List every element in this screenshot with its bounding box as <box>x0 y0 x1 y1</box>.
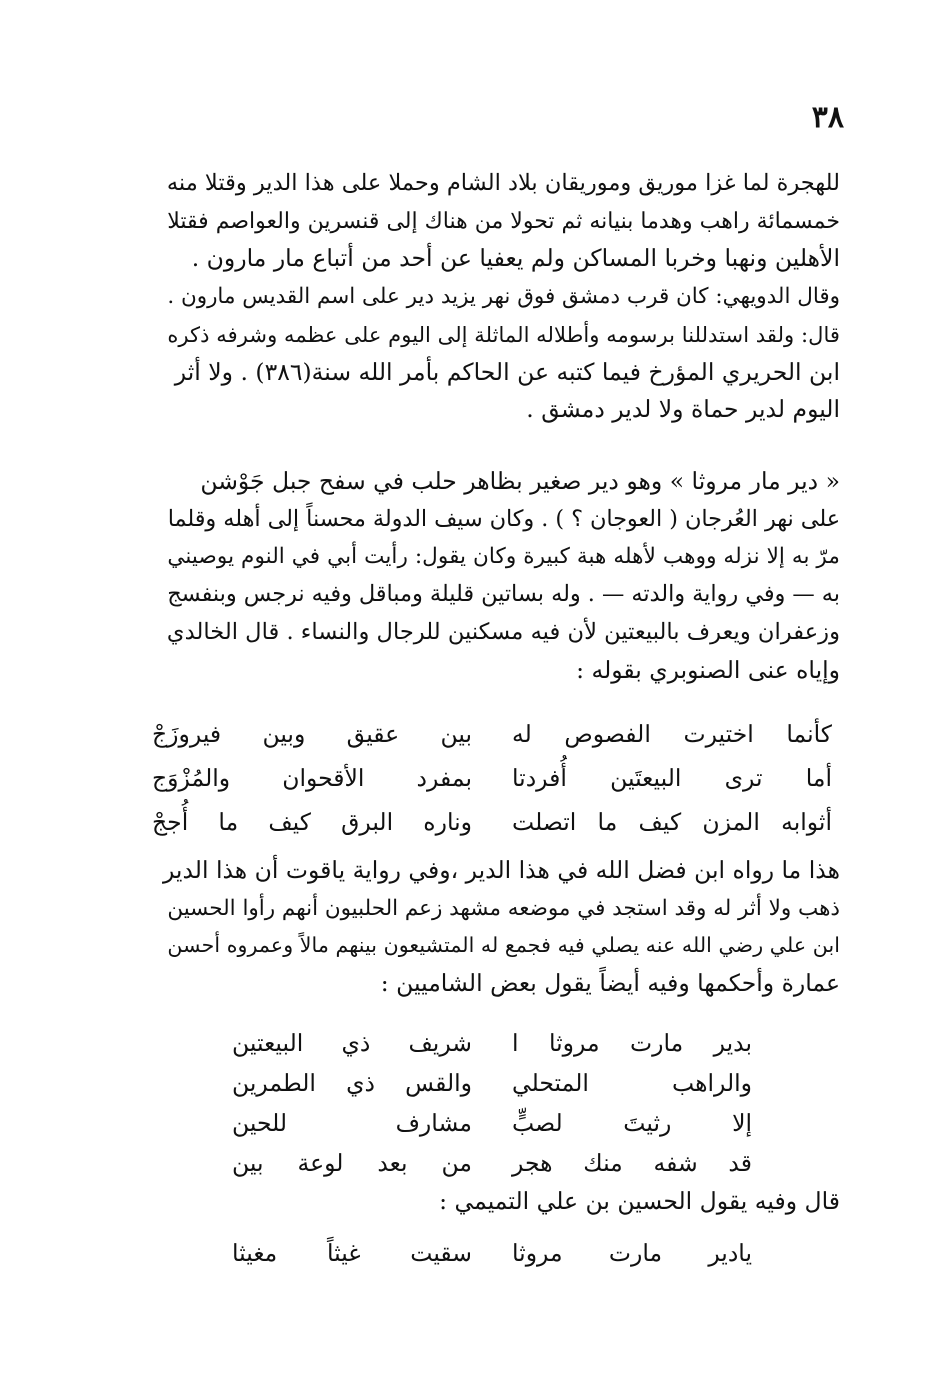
text-line: مرّ به إلا نزله ووهب لأهله هبة كبيرة وكان يقول: رأيت أبي في النوم يوصيني <box>167 544 840 570</box>
text-line: هذا ما رواه ابن فضل الله في هذا الدير ،وفي رواية ياقوت أن هذا الدير <box>162 856 840 884</box>
verse-line <box>232 1103 752 1143</box>
verse-first-hemistich: أما ترى البيعتَين أُفردتا <box>512 764 832 792</box>
text-line: وزعفران ويعرف بالبيعتين لأن فيه مسكنين للرجال والنساء . قال الخالدي <box>166 618 840 645</box>
page-number: ٣٨ <box>811 100 844 135</box>
text-line: خمسمائة راهب وهدما بنيانه ثم تحولا من هناك إلى قنسرين والعواصم فقتلا <box>167 208 840 234</box>
verse-line <box>232 1233 752 1273</box>
text-line: قال وفيه يقول الحسين بن علي التميمي : <box>439 1187 840 1215</box>
verse-first-hemistich: إلا رثيتَ لصبٍّ <box>512 1109 752 1137</box>
text-line: الأهلين ونهبا وخربا المساكن ولم يعفيا عن أحد من أتباع مار مارون . <box>191 244 840 273</box>
verse-second-hemistich: سقيت غيثاً مغيثا <box>232 1239 472 1267</box>
paragraph-monastery-history <box>160 165 840 429</box>
verse-line <box>152 712 832 756</box>
text-line: وإياه عنى الصنوبري بقوله : <box>576 655 840 684</box>
verse-line <box>152 800 832 844</box>
verse-second-hemistich: مشارف للحين <box>232 1109 472 1137</box>
verse-line <box>232 1023 752 1063</box>
text-line: وقال الدويهي: كان قرب دمشق فوق نهر يزيد دير على اسم القديس مارون . <box>167 284 840 310</box>
verse-second-hemistich: وناره البرق كيف ما أُججْ <box>152 808 472 836</box>
verse-first-hemistich: والراهب المتحلي <box>512 1069 752 1097</box>
paragraph-tamimi-intro <box>160 1183 840 1221</box>
verse-second-hemistich: بين عقيق وبين فيروزَجْ <box>152 720 472 748</box>
verse-line <box>152 756 832 800</box>
text-line: ابن علي رضي الله عنه يصلي فيه فجمع له المتشيعون بينهم مالاً وعمروه أحسن <box>167 933 840 958</box>
verse-first-hemistich: يادير مارت مروثا <box>512 1239 752 1267</box>
verse-second-hemistich: والقس ذي الطمرين <box>232 1069 472 1097</box>
verse-second-hemistich: بمفرد الأقحوان والمُزْوَج <box>152 764 472 792</box>
verse-first-hemistich: كأنما اختيرت الفصوص له <box>512 720 832 748</box>
text-line: عمارة وأحكمها وفيه أيضاً يقول بعض الشاميين : <box>380 969 840 998</box>
verse-second-hemistich: شريف ذي البيعتين <box>232 1029 472 1057</box>
verse-first-hemistich: بدير مارت مروثا ا <box>512 1029 752 1057</box>
text-line: ابن الحريري المؤرخ فيما كتبه عن الحاكم بأمر الله سنة(٣٨٦) . ولا أثر <box>174 357 840 386</box>
text-line: ذهب ولا أثر له وقد استجد في موضعه مشهد زعم الحلبيون أنهم رأوا الحسين <box>167 895 840 921</box>
text-line: للهجرة لما غزا موريق وموريقان بلاد الشام وحملا على هذا الدير وقتلا منه <box>166 170 840 196</box>
paragraph-ibn-fadlallah <box>160 852 840 1003</box>
paragraph-dayr-mar-marutha <box>160 463 840 689</box>
verse-second-hemistich: من بعد لوعة بين <box>232 1149 472 1177</box>
verse-line <box>232 1143 752 1183</box>
text-line: قال: ولقد استدللنا برسومه وأطلاله الماثلة إلى اليوم على عظمه وشرفه ذكره <box>167 321 840 347</box>
text-line: به — وفي رواية والدته — . وله بساتين قليلة ومباقل وفيه نرجس وبنفسج <box>167 581 840 608</box>
poem-sanawbari <box>152 712 832 844</box>
verse-line <box>232 1063 752 1103</box>
poem-shamiyin <box>232 1023 752 1183</box>
text-line: « دير مار مروثا » وهو دير صغير بظاهر حلب في سفح جبل جَوْشن <box>200 467 840 495</box>
text-line: اليوم لدير حماة ولا لدير دمشق . <box>526 395 840 424</box>
text-line: على نهر العُرجان ( العوجان ؟ ) . وكان سيف الدولة محسناً إلى أهله وقلما <box>167 505 840 532</box>
verse-first-hemistich: أثوابه المزن كيف ما اتصلت <box>512 808 832 836</box>
poem-tamimi <box>232 1233 752 1273</box>
verse-first-hemistich: قد شفه منك هجر <box>512 1149 752 1177</box>
